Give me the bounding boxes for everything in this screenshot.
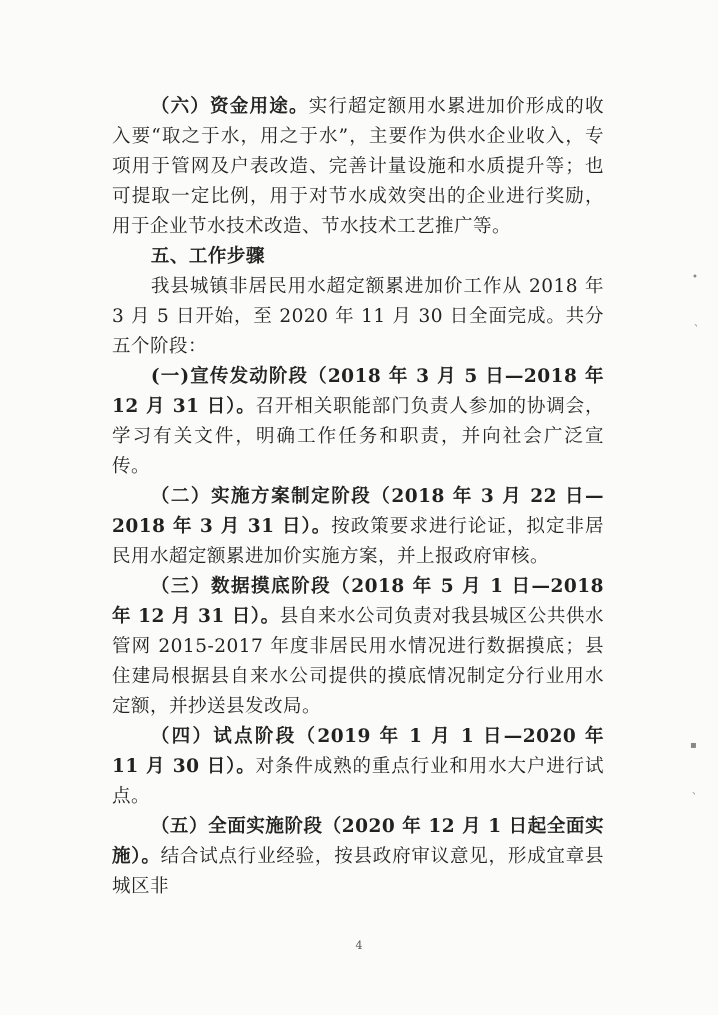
paragraph-phase-1 xyxy=(112,362,604,482)
paragraph-lead: （三）数据摸底阶段（2018 年 5 月 1 日—2018 年 12 月 31 日）。 xyxy=(112,576,604,627)
paragraph-lead: （五）全面实施阶段（2020 年 12 月 1 日起全面实施）。 xyxy=(112,816,604,867)
section-heading: 五、工作步骤 xyxy=(150,246,265,267)
paragraph-schedule-intro xyxy=(112,272,604,362)
paragraph-fund-usage xyxy=(112,92,604,242)
scan-dot-mark: • xyxy=(692,272,698,283)
paragraph-phase-4 xyxy=(112,722,604,812)
paragraph-text: 我县城镇非居民用水超定额累进加价工作从 2018 年 3 月 5 日开始，至 2020 年 11 月 30 日全面完成。共分五个阶段： xyxy=(112,276,604,357)
scan-dash-mark: ▪ xyxy=(690,740,697,751)
paragraph-text: 召开相关职能部门负责人参加的协调会，学习有关文件，明确工作任务和职责，并向社会广泛宣传。 xyxy=(112,396,604,477)
paragraph-phase-5 xyxy=(112,812,604,902)
paragraph-lead: (一)宣传发动阶段（2018 年 3 月 5 日—2018 年 12 月 31 日）。 xyxy=(112,366,604,417)
document-body xyxy=(112,92,604,902)
page-number: 4 xyxy=(355,939,363,952)
paragraph-text: 实行超定额用水累进加价形成的收入要“取之于水，用之于水”，主要作为供水企业收入，专项用于管网及户表改造、完善计量设施和水质提升等；也可提取一定比例，用于对节水成效突出的企业进行奖励，用于企业节水技术改造、节水技术工艺推广等。 xyxy=(112,96,604,237)
paragraph-lead: （六）资金用途。 xyxy=(150,96,309,117)
paragraph-text: 对条件成熟的重点行业和用水大户进行试点。 xyxy=(112,756,604,807)
scan-tick-mark: 、 xyxy=(692,786,702,797)
paragraph-phase-2 xyxy=(112,482,604,572)
paragraph-text: 按政策要求进行论证，拟定非居民用水超定额累进加价实施方案，并上报政府审核。 xyxy=(112,516,604,567)
paragraph-text: 县自来水公司负责对我县城区公共供水管网 2015-2017 年度非居民用水情况进行数据摸底；县住建局根据县自来水公司提供的摸底情况制定分行业用水定额，并抄送县发改局。 xyxy=(112,606,604,717)
paragraph-lead: （四）试点阶段（2019 年 1 月 1 日—2020 年 11 月 30 日）。 xyxy=(112,726,604,777)
paragraph-lead: （二）实施方案制定阶段（2018 年 3 月 22 日—2018 年 3 月 31 日）。 xyxy=(112,486,604,537)
scan-tick-mark: 、 xyxy=(694,318,704,329)
paragraph-text: 结合试点行业经验，按县政府审议意见，形成宜章县城区非 xyxy=(112,846,604,897)
paragraph-phase-3 xyxy=(112,572,604,722)
